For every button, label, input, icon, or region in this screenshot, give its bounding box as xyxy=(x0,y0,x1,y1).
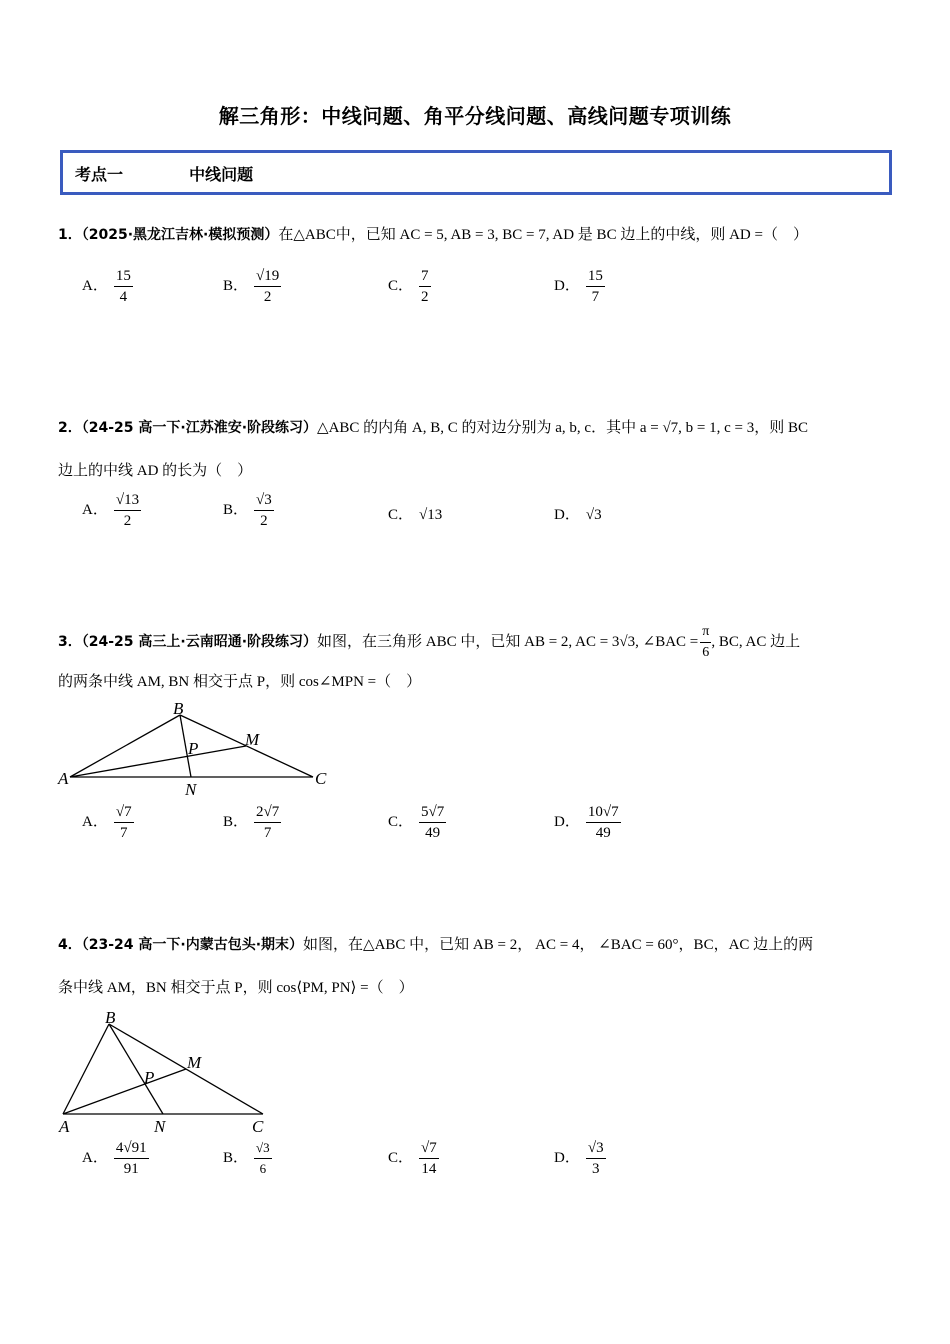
q4-label-b: B xyxy=(105,1008,116,1027)
q4-number: 4． xyxy=(58,937,82,953)
q4-text-line1: 如图，在△ABC 中，已知 AB = 2， AC = 4， ∠BAC = 60°，BC，AC 边上的两 xyxy=(303,937,814,953)
q3-option-d[interactable]: D． $\frac{10√7}{49}$ xyxy=(554,804,619,841)
q2-option-c[interactable]: C． √13 xyxy=(388,507,443,523)
q4-label-p: P xyxy=(144,1068,155,1087)
q4-label-n: N xyxy=(154,1117,166,1136)
q3-text-line1b: , BC, AC 边上 xyxy=(711,633,801,650)
q2-option-d[interactable]: D． √3 xyxy=(554,507,602,523)
q3-triangle-figure xyxy=(55,698,345,800)
q2-number: 2． xyxy=(58,420,82,436)
question-3 xyxy=(58,622,800,663)
q2-option-b[interactable]: B． $\frac{√3}{2}$ xyxy=(223,492,272,529)
q2-text-line1: △ABC 的内角 A, B, C 的对边分别为 a, b, c．其中 a = √7, b = 1, c = 3，则 BC xyxy=(317,420,809,436)
q3-number: 3． xyxy=(58,633,82,650)
q4-median-bn xyxy=(109,1024,163,1114)
q1-option-d[interactable]: D． $\frac{15}{7}$ xyxy=(554,268,603,305)
q3-label-a: A xyxy=(58,769,69,788)
q3-frac-den: 6 xyxy=(702,645,710,660)
q2-text-line2: 边上的中线 AD 的长为（ ） xyxy=(58,463,253,479)
q4-side-ab xyxy=(63,1024,109,1114)
q3-label-n: N xyxy=(185,780,197,799)
question-1 xyxy=(58,223,808,244)
q3-frac-num: π xyxy=(700,622,711,643)
q4-label-m: M xyxy=(187,1053,202,1072)
q4-option-a[interactable]: A． $\frac{4√91}{91}$ xyxy=(82,1140,147,1177)
q3-label-b: B xyxy=(173,699,184,718)
q3-label-p: P xyxy=(188,739,199,758)
q1-option-c[interactable]: C． $\frac{7}{2}$ xyxy=(388,268,429,305)
q3-text-line2: 的两条中线 AM, BN 相交于点 P，则 cos∠MPN =（ ） xyxy=(58,674,422,690)
q4-label-c: C xyxy=(252,1117,264,1136)
q3-option-c[interactable]: C． $\frac{5√7}{49}$ xyxy=(388,804,445,841)
q3-option-a[interactable]: A． $\frac{√7}{7}$ xyxy=(82,804,132,841)
q1-number: 1． xyxy=(58,227,82,243)
q4-option-d[interactable]: D． $\frac{√3}{3}$ xyxy=(554,1140,604,1177)
page-title: 解三角形：中线问题、角平分线问题、高线问题专项训练 xyxy=(218,104,732,128)
q2-source: （24-25 高一下·江苏淮安·阶段练习） xyxy=(81,420,318,436)
q3-source: （24-25 高三上·云南昭通·阶段练习） xyxy=(81,633,318,650)
q4-option-b[interactable]: B． $\frac{√3}{6}$ xyxy=(223,1140,270,1176)
q3-label-c: C xyxy=(315,769,327,788)
question-4 xyxy=(58,933,813,954)
question-2 xyxy=(58,416,808,437)
section-name: 中线问题 xyxy=(189,165,254,184)
section-label: 考点一 xyxy=(75,165,124,184)
q4-label-a: A xyxy=(59,1117,70,1136)
q1-option-b[interactable]: B． $\frac{√19}{2}$ xyxy=(223,268,280,305)
q4-triangle-figure xyxy=(55,1008,285,1138)
q1-option-a[interactable]: A． $\frac{15}{4}$ xyxy=(82,268,131,305)
q1-text: 在△ABC中，已知 AC = 5, AB = 3, BC = 7, AD 是 BC 边上的中线，则 AD =（ ） xyxy=(278,227,808,243)
q4-option-c[interactable]: C． $\frac{√7}{14}$ xyxy=(388,1140,437,1177)
q3-label-m: M xyxy=(245,730,260,749)
q2-option-a[interactable]: A． $\frac{√13}{2}$ xyxy=(82,492,140,529)
q1-source: （2025·黑龙江吉林·模拟预测） xyxy=(81,227,279,243)
q4-median-am xyxy=(63,1069,186,1114)
q4-text-line2: 条中线 AM，BN 相交于点 P，则 cos⟨PM, PN⟩ =（ ） xyxy=(58,980,414,996)
q4-source: （23-24 高一下·内蒙古包头·期末） xyxy=(81,937,304,953)
section-header xyxy=(75,162,253,185)
q3-text-line1a: 如图，在三角形 ABC 中，已知 AB = 2, AC = 3√3, ∠BAC = xyxy=(317,633,699,650)
q3-option-b[interactable]: B． $\frac{2√7}{7}$ xyxy=(223,804,280,841)
